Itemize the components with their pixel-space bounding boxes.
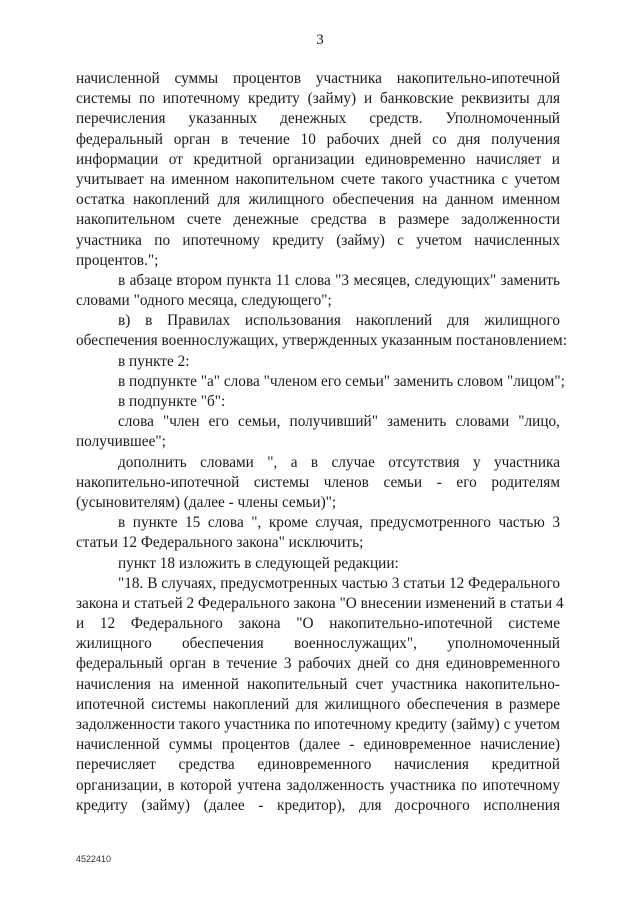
text-line: начисленной суммы процентов (далее - единовременное начисление) (76, 736, 560, 754)
text-line: процентов."; (76, 251, 159, 269)
text-line: ипотечной системы накоплений для жилищного обеспечения в размере (76, 695, 560, 713)
text-line: учитывает на именном накопительном счете такого участника с учетом (76, 170, 560, 188)
text-line: статьи 12 Федерального закона" исключить; (76, 534, 364, 552)
text-line: начисленной суммы процентов участника накопительно-ипотечной (76, 70, 560, 87)
text-line: в абзаце втором пункта 11 слова "3 месяцев, следующих" заменить (118, 271, 560, 289)
text-line: закона и статьей 2 Федерального закона "О внесении изменений в статьи 4 (76, 594, 564, 612)
page-number: 3 (316, 32, 324, 48)
text-line: остатка накоплений для жилищного обеспечения на данном именном (76, 191, 560, 209)
text-line: слова "член его семьи, получивший" заменить словами "лицо, (118, 413, 560, 431)
text-line: организации, в которой учтена задолженность участника по ипотечному (76, 776, 560, 794)
text-line: в подпункте "б": (118, 393, 226, 410)
text-line: начисления на именной накопительный счет участника накопительно- (76, 675, 560, 693)
text-line: перечисления указанных денежных средств. Уполномоченный (76, 110, 560, 128)
document-body (76, 69, 567, 816)
text-line: пункт 18 изложить в следующей редакции: (118, 554, 399, 572)
text-line: обеспечения военнослужащих, утвержденных указанным постановлением: (76, 332, 567, 350)
text-line: получившее"; (76, 433, 166, 451)
text-line: "18. В случаях, предусмотренных частью 3 статьи 12 Федерального (118, 574, 560, 592)
text-line: в) в Правилах использования накоплений для жилищного (118, 312, 560, 330)
text-line: в пункте 2: (118, 352, 190, 370)
text-line: участника по ипотечному кредиту (займу) с учетом начисленных (76, 231, 560, 249)
footer-document-code: 4522410 (76, 854, 112, 864)
text-line: словами "одного месяца, следующего"; (76, 292, 332, 310)
text-line: федеральный орган в течение 3 рабочих дней со дня единовременного (76, 655, 560, 673)
text-line: федеральный орган в течение 10 рабочих дней со дня получения (76, 130, 560, 148)
text-line: в пункте 15 слова ", кроме случая, предусмотренного частью 3 (118, 514, 560, 532)
text-line: жилищного обеспечения военнослужащих", уполномоченный (76, 635, 560, 653)
text-line: накопительном счете денежные средства в размере задолженности (76, 211, 560, 229)
text-line: дополнить словами ", а в случае отсутствия у участника (118, 453, 560, 471)
text-line: системы по ипотечному кредиту (займу) и банковские реквизиты для (76, 90, 560, 108)
text-line: накопительно-ипотечной системы членов семьи - его родителям (76, 473, 560, 491)
text-line: задолженности такого участника по ипотечному кредиту (займу) с учетом (76, 716, 560, 733)
text-line: информации от кредитной организации единовременно начисляет и (76, 150, 560, 168)
text-line: и 12 Федерального закона "О накопительно-ипотечной системе (76, 615, 560, 633)
text-line: перечисляет средства единовременного начисления кредитной (76, 756, 560, 774)
text-line: кредиту (займу) (далее - кредитор), для досрочного исполнения (76, 796, 560, 814)
text-line: в подпункте "а" слова "членом его семьи" заменить словом "лицом"; (118, 372, 565, 390)
text-line: (усыновителям) (далее - члены семьи)"; (76, 493, 337, 511)
